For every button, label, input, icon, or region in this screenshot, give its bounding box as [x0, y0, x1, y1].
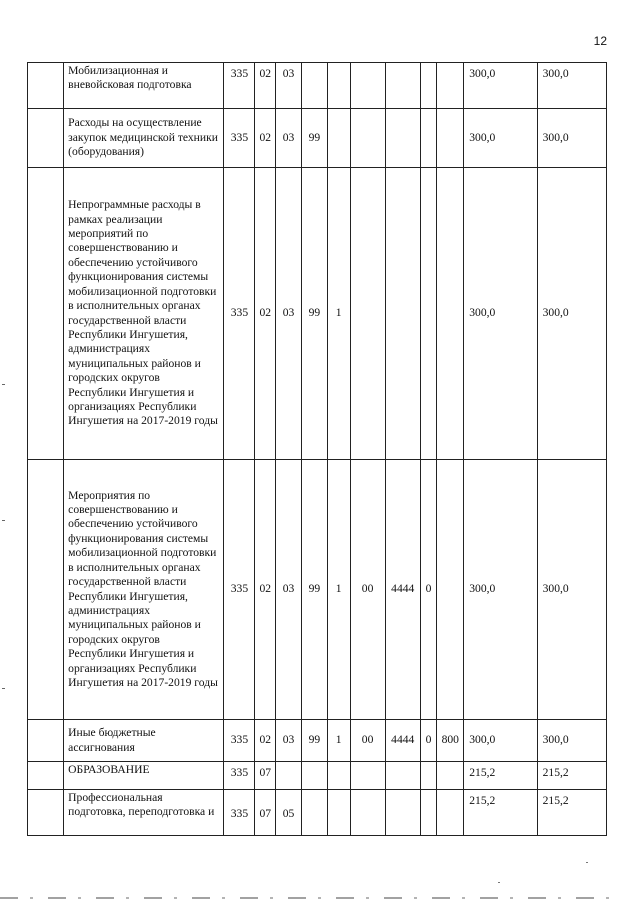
- scan-artifact: [2, 384, 5, 385]
- code-cell: 0: [420, 460, 437, 720]
- code-cell: [301, 790, 327, 836]
- item-name-cell: Расходы на осуществление закупок медицинской техники (оборудования): [64, 109, 224, 168]
- code-cell: 02: [255, 720, 276, 762]
- item-name-cell: Мероприятия по совершенствованию и обеспечению устойчивого функционирования системы мобилизационной подготовки в исполнительных органах государственной власти Республики Ингушетия, администрациях муниципальных районов и городских округов Республики Ингушетия и организациях Республики Ингушетия на 2017-2019 годы: [64, 460, 224, 720]
- code-cell: 02: [255, 168, 276, 460]
- code-cell: [437, 762, 464, 790]
- code-cell: [327, 63, 350, 109]
- amount-cell: 300,0: [464, 168, 537, 460]
- code-cell: 335: [224, 63, 255, 109]
- code-cell: [350, 790, 385, 836]
- code-cell: [420, 762, 437, 790]
- code-cell: [385, 109, 420, 168]
- code-cell: 03: [276, 168, 302, 460]
- code-cell: 05: [276, 790, 302, 836]
- amount-cell: 300,0: [464, 63, 537, 109]
- row-number-cell: [28, 109, 64, 168]
- code-cell: 99: [301, 168, 327, 460]
- code-cell: 03: [276, 63, 302, 109]
- code-cell: [437, 109, 464, 168]
- amount-cell: 215,2: [464, 762, 537, 790]
- amount-cell: 215,2: [464, 790, 537, 836]
- code-cell: 02: [255, 460, 276, 720]
- code-cell: [301, 63, 327, 109]
- code-cell: [420, 63, 437, 109]
- row-number-cell: [28, 790, 64, 836]
- amount-cell: 215,2: [537, 790, 606, 836]
- code-cell: 00: [350, 460, 385, 720]
- item-name-cell: Профессиональная подготовка, переподготовка и: [64, 790, 224, 836]
- item-name-cell: Иные бюджетные ассигнования: [64, 720, 224, 762]
- code-cell: 03: [276, 460, 302, 720]
- code-cell: 4444: [385, 720, 420, 762]
- code-cell: 02: [255, 109, 276, 168]
- row-number-cell: [28, 762, 64, 790]
- code-cell: [437, 460, 464, 720]
- code-cell: 335: [224, 790, 255, 836]
- code-cell: [420, 109, 437, 168]
- code-cell: 335: [224, 109, 255, 168]
- item-name-cell: ОБРАЗОВАНИЕ: [64, 762, 224, 790]
- code-cell: [385, 63, 420, 109]
- code-cell: 0: [420, 720, 437, 762]
- code-cell: [437, 63, 464, 109]
- amount-cell: 215,2: [537, 762, 606, 790]
- amount-cell: 300,0: [464, 109, 537, 168]
- row-number-cell: [28, 720, 64, 762]
- code-cell: 800: [437, 720, 464, 762]
- code-cell: [350, 762, 385, 790]
- code-cell: 99: [301, 460, 327, 720]
- amount-cell: 300,0: [537, 720, 606, 762]
- table-row: [28, 460, 607, 720]
- code-cell: [301, 762, 327, 790]
- page-number: 12: [593, 34, 607, 48]
- code-cell: [327, 109, 350, 168]
- code-cell: 03: [276, 109, 302, 168]
- row-number-cell: [28, 63, 64, 109]
- code-cell: [385, 168, 420, 460]
- code-cell: [420, 168, 437, 460]
- code-cell: 335: [224, 762, 255, 790]
- code-cell: [327, 790, 350, 836]
- code-cell: 1: [327, 720, 350, 762]
- code-cell: [350, 63, 385, 109]
- amount-cell: 300,0: [537, 109, 606, 168]
- budget-table: [27, 62, 607, 836]
- code-cell: 07: [255, 762, 276, 790]
- code-cell: 1: [327, 460, 350, 720]
- code-cell: [276, 762, 302, 790]
- code-cell: 4444: [385, 460, 420, 720]
- amount-cell: 300,0: [537, 63, 606, 109]
- scan-artifact: [0, 897, 610, 899]
- item-name-cell: Мобилизационная и вневойсковая подготовка: [64, 63, 224, 109]
- amount-cell: 300,0: [464, 460, 537, 720]
- code-cell: 335: [224, 460, 255, 720]
- code-cell: 99: [301, 109, 327, 168]
- table-row: [28, 63, 607, 109]
- code-cell: [385, 790, 420, 836]
- row-number-cell: [28, 168, 64, 460]
- code-cell: 07: [255, 790, 276, 836]
- code-cell: [385, 762, 420, 790]
- code-cell: [350, 109, 385, 168]
- amount-cell: 300,0: [537, 168, 606, 460]
- code-cell: [437, 168, 464, 460]
- table-row: [28, 720, 607, 762]
- code-cell: [437, 790, 464, 836]
- code-cell: 335: [224, 720, 255, 762]
- code-cell: 335: [224, 168, 255, 460]
- row-number-cell: [28, 460, 64, 720]
- code-cell: [327, 762, 350, 790]
- code-cell: 02: [255, 63, 276, 109]
- code-cell: 03: [276, 720, 302, 762]
- table-row: [28, 168, 607, 460]
- table-row: [28, 109, 607, 168]
- item-name-cell: Непрограммные расходы в рамках реализации мероприятий по совершенствованию и обеспечению устойчивого функционирования системы мобилизационной подготовки в исполнительных органах государственной власти Республики Ингушетия, администрациях муниципальных районов и городских округов Республики Ингушетия и организациях Республики Ингушетия на 2017-2019 годы: [64, 168, 224, 460]
- code-cell: 00: [350, 720, 385, 762]
- code-cell: 99: [301, 720, 327, 762]
- scan-artifact: [498, 882, 500, 883]
- scan-artifact: [2, 688, 5, 689]
- amount-cell: 300,0: [464, 720, 537, 762]
- table-row: [28, 790, 607, 836]
- table-row: [28, 762, 607, 790]
- code-cell: [350, 168, 385, 460]
- code-cell: [420, 790, 437, 836]
- scan-artifact: [2, 520, 5, 521]
- scan-artifact: [586, 862, 588, 863]
- amount-cell: 300,0: [537, 460, 606, 720]
- code-cell: 1: [327, 168, 350, 460]
